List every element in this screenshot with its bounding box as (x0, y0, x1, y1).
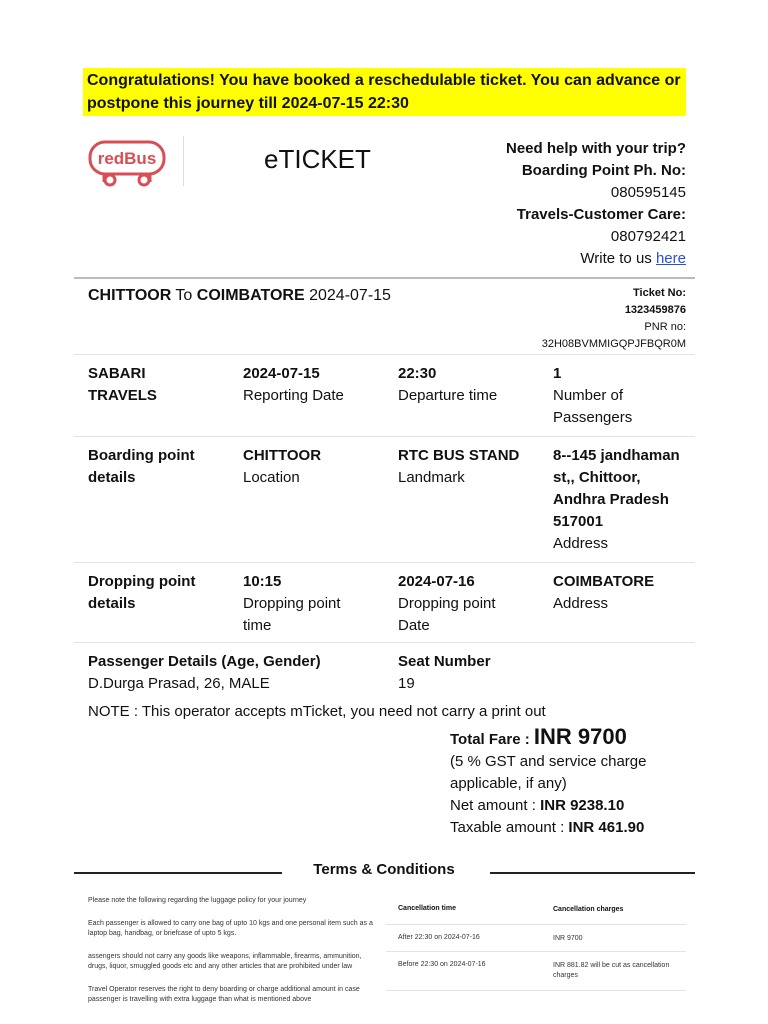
mticket-note: NOTE : This operator accepts mTicket, you need not carry a print out (88, 703, 546, 720)
passengers-label-1: Number of (553, 387, 624, 404)
cancellation-row (386, 952, 686, 991)
help-title: Need help with your trip? (505, 140, 686, 157)
boarding-landmark-label: Landmark (398, 469, 465, 486)
svg-text:redBus: redBus (97, 149, 157, 168)
boarding-label-cell (88, 445, 195, 489)
boarding-row (74, 436, 695, 563)
dropping-address-label: Address (553, 595, 609, 612)
dropping-label-1: Dropping point (88, 573, 196, 590)
departure-time: 22:30 (398, 365, 437, 382)
route-title (88, 287, 391, 305)
reporting-label: Reporting Date (243, 387, 344, 404)
operator-name-1: SABARI (88, 365, 146, 382)
gst-note-2: applicable, if any) (450, 775, 567, 792)
col-cancellation-time: Cancellation time (398, 905, 456, 912)
passenger-count: 1 (553, 365, 562, 382)
boarding-location-cell (243, 445, 321, 489)
passenger-row (74, 642, 695, 701)
passengers-cell (553, 363, 632, 429)
cancellation-table (386, 894, 686, 991)
boarding-phone-label: Boarding Point Ph. No: (521, 162, 686, 179)
cancellation-charge: INR 881.82 will be cut as cancellation charges (553, 962, 670, 979)
write-prefix: Write to us (580, 250, 652, 267)
passenger-header: Passenger Details (Age, Gender) (88, 653, 321, 670)
boarding-label-2: details (88, 469, 136, 486)
reschedule-banner (83, 68, 686, 116)
eticket-title: eTICKET (264, 144, 371, 174)
pnr-label: PNR no: (644, 321, 686, 333)
boarding-landmark: RTC BUS STAND (398, 447, 520, 464)
terms-para-2: Each passenger is allowed to carry one bag of upto 10 kgs and one personal item such as a laptop bag, handbag, or briefcase of upto 5 kgs. (88, 920, 373, 937)
journey-row (74, 354, 695, 437)
cancellation-time: Before 22:30 on 2024-07-16 (398, 961, 486, 968)
boarding-address-cell (553, 445, 680, 555)
ticket-info (542, 285, 686, 353)
total-fare-label: Total Fare : (450, 731, 530, 748)
boarding-location: CHITTOOR (243, 447, 322, 464)
dropping-date-label-1: Dropping point (398, 595, 496, 612)
customer-care-label: Travels-Customer Care: (516, 206, 686, 223)
departure-label: Departure time (398, 387, 498, 404)
passengers-label-2: Passengers (553, 409, 633, 426)
route-from: CHITTOOR (88, 287, 172, 304)
dropping-label-2: details (88, 595, 136, 612)
taxable-amount-label: Taxable amount : (450, 819, 565, 836)
boarding-address-3: Andhra Pradesh (553, 491, 669, 508)
customer-care-phone: 080792421 (610, 228, 686, 245)
col-cancellation-charges: Cancellation charges (553, 906, 624, 913)
net-amount-line (450, 795, 646, 817)
cancellation-header (386, 894, 686, 925)
boarding-label-1: Boarding point (88, 447, 195, 464)
cancellation-time: After 22:30 on 2024-07-16 (398, 934, 480, 941)
boarding-address-label: Address (553, 535, 609, 552)
dropping-label-cell (88, 571, 195, 615)
route-to-word: To (175, 287, 193, 304)
terms-para-4: Travel Operator reserves the right to deny boarding or charge additional amount in case passenger is travelling with extra luggage than what is mentioned above (88, 986, 360, 1003)
departure-cell (398, 363, 497, 407)
ticket-no: 1323459876 (624, 304, 686, 316)
dropping-date-cell (398, 571, 496, 637)
terms-divider-right (490, 872, 695, 874)
help-block (506, 138, 686, 270)
taxable-amount-line (450, 817, 646, 839)
passenger-cell (88, 651, 321, 695)
banner-text: Congratulations! You have booked a reschedulable ticket. You can advance or postpone this journey till 2024-07-15 22:30 (87, 72, 681, 112)
seat-header: Seat Number (398, 653, 491, 670)
luggage-policy (88, 896, 378, 1018)
gst-note-1: (5 % GST and service charge (450, 753, 647, 770)
dropping-time-cell (243, 571, 341, 637)
cancellation-charge: INR 9700 (553, 935, 583, 942)
dropping-row (74, 562, 695, 643)
boarding-phone: 080595145 (610, 184, 686, 201)
terms-para-3: assengers should not carry any goods like weapons, inflammable, firearms, ammunition, drugs, liquor, smuggled goods etc and any other articles that are prohibited under law (88, 953, 362, 970)
dropping-time-label-2: time (243, 617, 272, 634)
boarding-location-label: Location (243, 469, 300, 486)
terms-para-1: Please note the following regarding the luggage policy for your journey (88, 897, 307, 904)
operator-cell (88, 363, 157, 407)
pnr: 32H08BVMMIGQPJFBQR0M (541, 338, 686, 350)
dropping-address-cell (553, 571, 654, 615)
operator-name-2: TRAVELS (88, 387, 157, 404)
route-date: 2024-07-15 (309, 287, 391, 304)
reporting-date: 2024-07-15 (243, 365, 320, 382)
route-to: COIMBATORE (196, 287, 305, 304)
dropping-date-label-2: Date (398, 617, 430, 634)
dropping-address: COIMBATORE (553, 573, 655, 590)
reporting-cell (243, 363, 344, 407)
taxable-amount: INR 461.90 (568, 819, 645, 836)
dropping-time: 10:15 (243, 573, 282, 590)
write-to-us-link[interactable]: here (655, 250, 686, 267)
boarding-address-4: 517001 (553, 513, 604, 530)
ticket-no-label: Ticket No: (633, 287, 686, 299)
total-fare: INR 9700 (533, 724, 627, 749)
net-amount: INR 9238.10 (540, 797, 625, 814)
header-divider (74, 277, 695, 279)
dropping-time-label-1: Dropping point (243, 595, 341, 612)
boarding-address-1: 8--145 jandhaman (553, 447, 680, 464)
seat-number: 19 (398, 675, 415, 692)
total-fare-line (450, 726, 646, 751)
net-amount-label: Net amount : (450, 797, 536, 814)
redbus-logo (88, 138, 168, 188)
passenger-details: D.Durga Prasad, 26, MALE (88, 675, 270, 692)
boarding-landmark-cell (398, 445, 519, 489)
cancellation-row (386, 925, 686, 952)
terms-title: Terms & Conditions (313, 861, 455, 878)
dropping-date: 2024-07-16 (398, 573, 475, 590)
seat-cell (398, 651, 491, 695)
fare-block (450, 726, 646, 839)
logo-divider (183, 136, 184, 186)
boarding-address-2: st,, Chittoor, (553, 469, 641, 486)
write-to-us (506, 248, 686, 270)
